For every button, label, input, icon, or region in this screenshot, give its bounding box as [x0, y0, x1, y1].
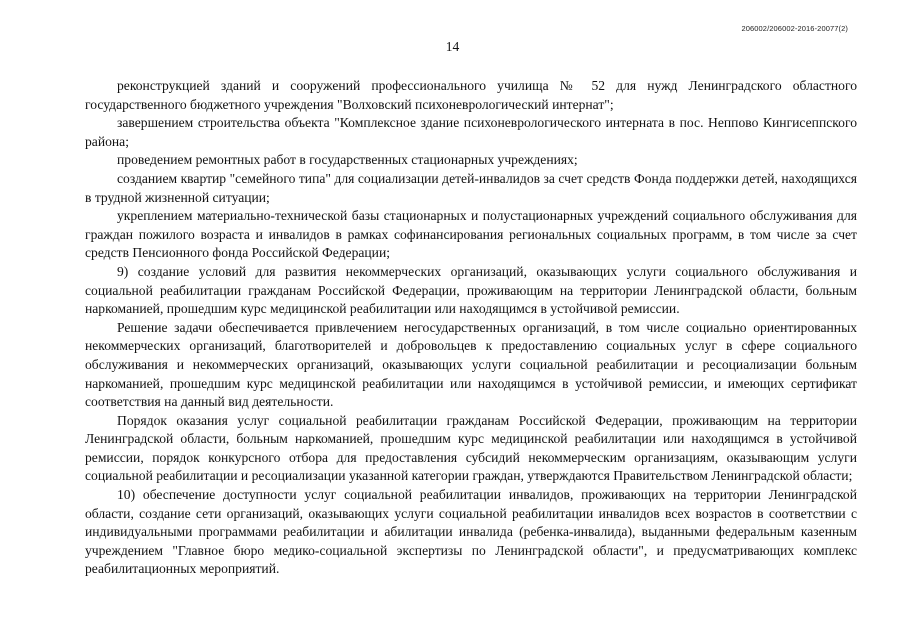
page-number: 14: [445, 39, 460, 54]
paragraph: 10) обеспечение доступности услуг социальной реабилитации инвалидов, проживающих на территории Ленинградской области, создание сети организаций, оказывающих услуги социальной реабилитации инвалидов всех возрастов в соответствии с индивидуальными программами реабилитации и абилитации инвалида (ребенка-инвалида), выданными федеральным казенным учреждением "Главное бюро медико-социальной экспертизы по Ленинградской области", и предусматривающих комплекс реабилитационных мероприятий.: [85, 487, 857, 577]
document-id: 206002/206002-2016-20077(2): [741, 24, 848, 33]
paragraph: Решение задачи обеспечивается привлечением негосударственных организаций, в том числе социально ориентированных некоммерческих организаций, благотворителей и добровольцев к предоставлению социальных услуг в сфере социального обслуживания и некоммерческих организаций, оказывающих услуги социальной реабилитации и ресоциализации больным наркоманией, прошедшим курс медицинской реабилитации или находящимся в устойчивой ремиссии, и имеющих сертификат соответствия на данный вид деятельности.: [85, 319, 857, 410]
paragraph: Порядок оказания услуг социальной реабилитации гражданам Российской Федерации, проживающим на территории Ленинградской области, больным наркоманией, прошедшим курс медицинской реабилитации или находящимся в устойчивой ремиссии, порядок конкурсного отбора для предоставления субсидий некоммерческим организациям, оказывающим услуги социальной реабилитации и ресоциализации указанной категории граждан, утверждаются Правительством Ленинградской области;: [85, 412, 857, 484]
paragraph: созданием квартир "семейного типа" для социализации детей-инвалидов за счет средств Фонда поддержки детей, находящихся в трудной жизненной ситуации;: [85, 170, 857, 205]
paragraph: завершением строительства объекта "Комплексное здание психоневрологического интерната в пос. Неппово Кингисеппского района;: [85, 115, 857, 149]
paragraph: 9) создание условий для развития некоммерческих организаций, оказывающих услуги социального обслуживания и социальной реабилитации гражданам Российской Федерации, проживающим на территории Ленинградской области, больным наркоманией, прошедшим курс медицинской реабилитации или находящимся в устойчивой ремиссии.: [85, 263, 857, 317]
document-body: [85, 77, 857, 579]
paragraph: реконструкцией зданий и сооружений профессионального училища № 52 для нужд Ленинградского областного государственного бюджетного учреждения "Волховский психоневрологический интернат";: [85, 78, 857, 112]
paragraph: проведением ремонтных работ в государственных стационарных учреждениях;: [117, 152, 578, 168]
paragraph: укреплением материально-технической базы стационарных и полустационарных учреждений социального обслуживания для граждан пожилого возраста и инвалидов в рамках софинансирования региональных социальных программ, в том числе за счет средств Пенсионного фонда Российской Федерации;: [85, 208, 857, 261]
